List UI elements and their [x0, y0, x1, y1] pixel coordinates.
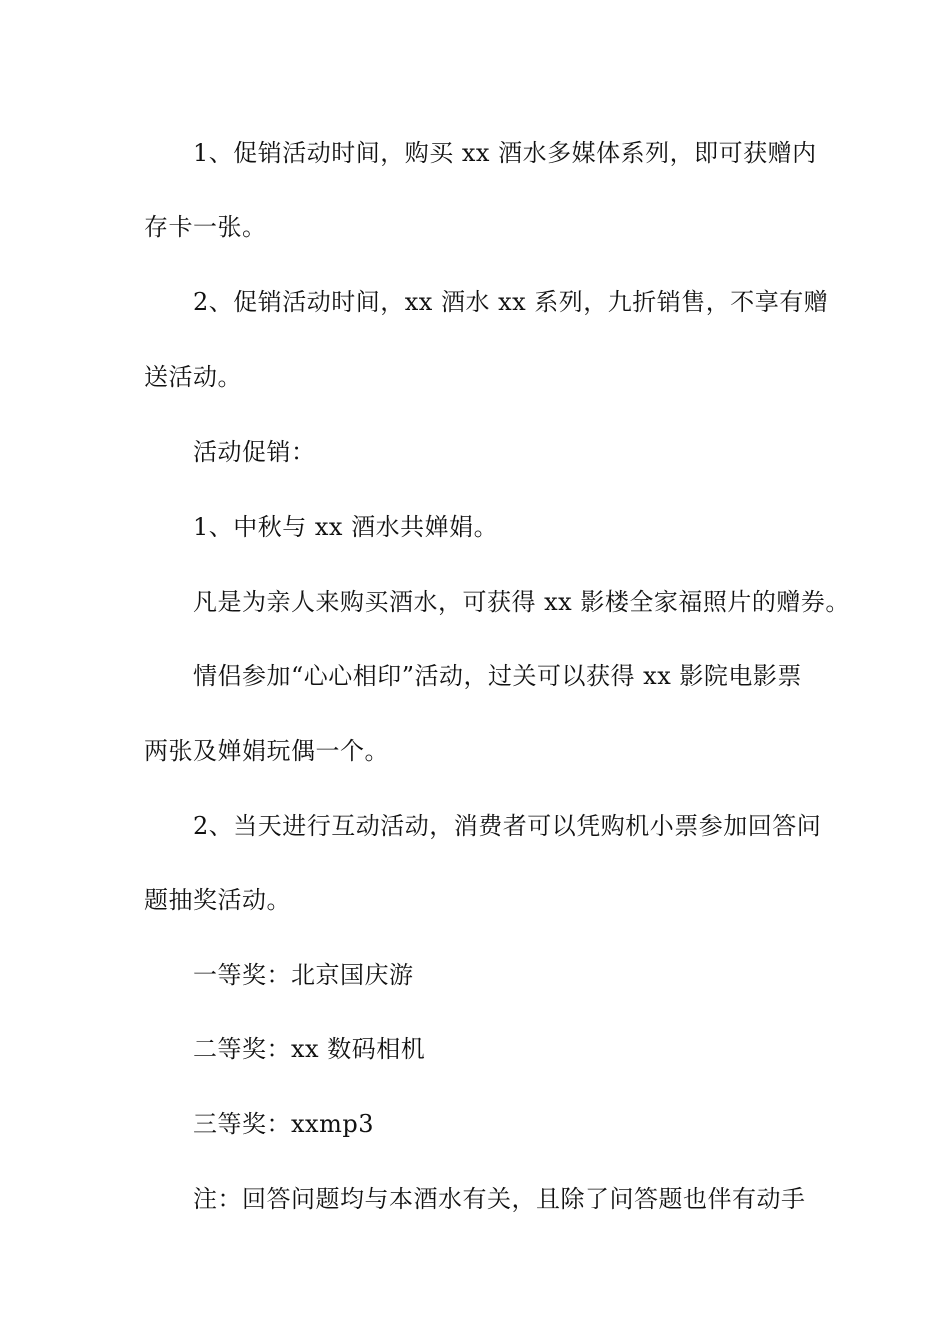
- activity-item-1-heading: 1、中秋与 xx 酒水共婵娟。: [193, 513, 499, 541]
- second-prize: 二等奖：xx 数码相机: [193, 1035, 426, 1063]
- activity-item-1-paragraph-2-line-1: 情侣参加“心心相印”活动，过关可以获得 xx 影院电影票: [193, 662, 802, 690]
- note-line-1: 注：回答问题均与本酒水有关，且除了问答题也伴有动手: [193, 1185, 806, 1213]
- third-prize: 三等奖：xxmp3: [193, 1110, 374, 1138]
- activity-item-1-paragraph-1: 凡是为亲人来购买酒水，可获得 xx 影楼全家福照片的赠券。: [193, 588, 850, 616]
- activity-item-2-line-2: 题抽奖活动。: [144, 886, 291, 914]
- promo-item-1-line-1: 1、促销活动时间，购买 xx 酒水多媒体系列，即可获赠内: [193, 139, 817, 167]
- section-heading-activity-promotion: 活动促销：: [193, 438, 316, 466]
- activity-item-1-paragraph-2-line-2: 两张及婵娟玩偶一个。: [144, 737, 389, 765]
- promo-item-2-line-2: 送活动。: [144, 363, 242, 391]
- promo-item-1-line-2: 存卡一张。: [144, 213, 267, 241]
- activity-item-2-line-1: 2、当天进行互动活动，消费者可以凭购机小票参加回答问: [193, 812, 822, 840]
- promo-item-2-line-1: 2、促销活动时间，xx 酒水 xx 系列，九折销售，不享有赠: [193, 288, 829, 316]
- first-prize: 一等奖：北京国庆游: [193, 961, 414, 989]
